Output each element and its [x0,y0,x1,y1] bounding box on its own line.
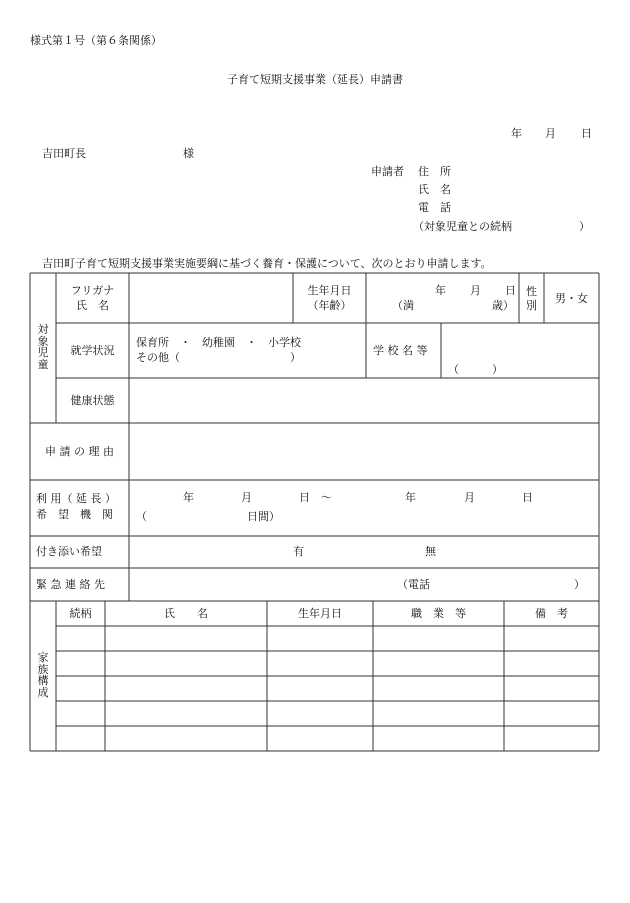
family-cell[interactable] [267,726,373,751]
family-cell[interactable] [373,676,504,701]
school-name-label: 学 校 名 等 [373,344,428,357]
period-end-month: 月 [464,491,475,504]
applicant-relation-close: ） [579,220,590,233]
applicant-relation-label: （対象児童との続柄 [413,220,512,233]
birth-day-label: 日 [505,284,516,297]
form-title: 子育て短期支援事業（延長）申請書 [227,73,403,86]
companion-yes: 有 [293,545,304,558]
family-cell[interactable] [504,651,599,676]
family-header-relation: 続柄 [69,607,92,620]
school-name-paren: （ ） [448,363,503,376]
family-cell[interactable] [105,726,267,751]
family-cell[interactable] [504,726,599,751]
reason-label: 申 請 の 理 由 [45,445,114,458]
period-end-year: 年 [405,491,416,504]
age-close-label: 歳） [492,299,514,312]
family-cell[interactable] [56,651,105,676]
applicant-label: 申請者 [371,165,404,178]
applicant-phone-label: 電 話 [418,201,451,214]
child-name-label: 氏 名 [76,299,109,312]
family-cell[interactable] [56,676,105,701]
addressee: 吉田町長 [42,147,86,160]
date-month-label: 月 [545,127,556,140]
furigana-label: フリガナ [70,284,115,297]
sex-label-top: 性 [526,285,537,298]
applicant-address-label: 住 所 [418,165,451,178]
family-cell[interactable] [504,701,599,726]
family-header-occupation: 職 業 等 [411,607,466,620]
form-number: 様式第１号（第６条関係） [30,34,162,47]
period-start-year: 年 [183,491,194,504]
age-label: （年齢） [307,299,352,312]
period-start-month: 月 [241,491,252,504]
family-cell[interactable] [105,701,267,726]
period-end-day: 日 [522,491,533,504]
child-side-label: 対象児童 [37,323,49,371]
addressee-honorific: 様 [183,147,194,160]
sex-options: 男・女 [555,292,588,305]
school-options-line2: その他（ ） [136,351,301,364]
health-label: 健康状態 [70,394,115,407]
applicant-name-label: 氏 名 [418,183,451,196]
period-days-close: 日間） [247,510,280,523]
emergency-phone-close: ） [574,578,585,591]
school-status-label: 就学状況 [70,344,115,357]
family-header-birthdate: 生年月日 [298,607,342,620]
family-header-remarks: 備 考 [535,607,568,620]
emergency-phone-open: （電話 [397,578,430,591]
family-header-name: 氏 名 [164,607,208,620]
family-cell[interactable] [373,626,504,651]
family-cell[interactable] [373,651,504,676]
family-cell[interactable] [105,626,267,651]
sex-label-bottom: 別 [526,299,537,312]
family-cell[interactable] [267,626,373,651]
intro-text: 吉田町子育て短期支援事業実施要綱に基づく養育・保護について、次のとおり申請します。 [42,257,492,270]
period-days-open: （ [136,510,147,523]
family-cell[interactable] [373,701,504,726]
period-label-line2: 希 望 機 関 [36,508,113,521]
period-label-line1: 利 用（ 延 長 ） [36,492,116,505]
family-cell[interactable] [267,676,373,701]
age-open-label: （満 [392,299,414,312]
period-start-day: 日 〜 [299,491,332,504]
birth-month-label: 月 [470,284,481,297]
family-side-label: 家族構成 [37,651,49,699]
family-cell[interactable] [504,626,599,651]
family-cell[interactable] [105,651,267,676]
companion-label: 付き添い希望 [36,545,102,558]
family-cell[interactable] [267,651,373,676]
family-cell[interactable] [56,701,105,726]
family-cell[interactable] [373,726,504,751]
date-year-label: 年 [511,127,522,140]
birth-label: 生年月日 [307,284,352,297]
family-cell[interactable] [56,626,105,651]
family-cell[interactable] [56,726,105,751]
family-cell[interactable] [105,676,267,701]
birth-year-label: 年 [435,284,446,297]
school-options-line1: 保育所 ・ 幼稚園 ・ 小学校 [136,336,301,349]
emergency-label: 緊 急 連 絡 先 [36,578,105,591]
date-day-label: 日 [581,127,592,140]
family-cell[interactable] [504,676,599,701]
family-cell[interactable] [267,701,373,726]
companion-no: 無 [425,545,436,558]
